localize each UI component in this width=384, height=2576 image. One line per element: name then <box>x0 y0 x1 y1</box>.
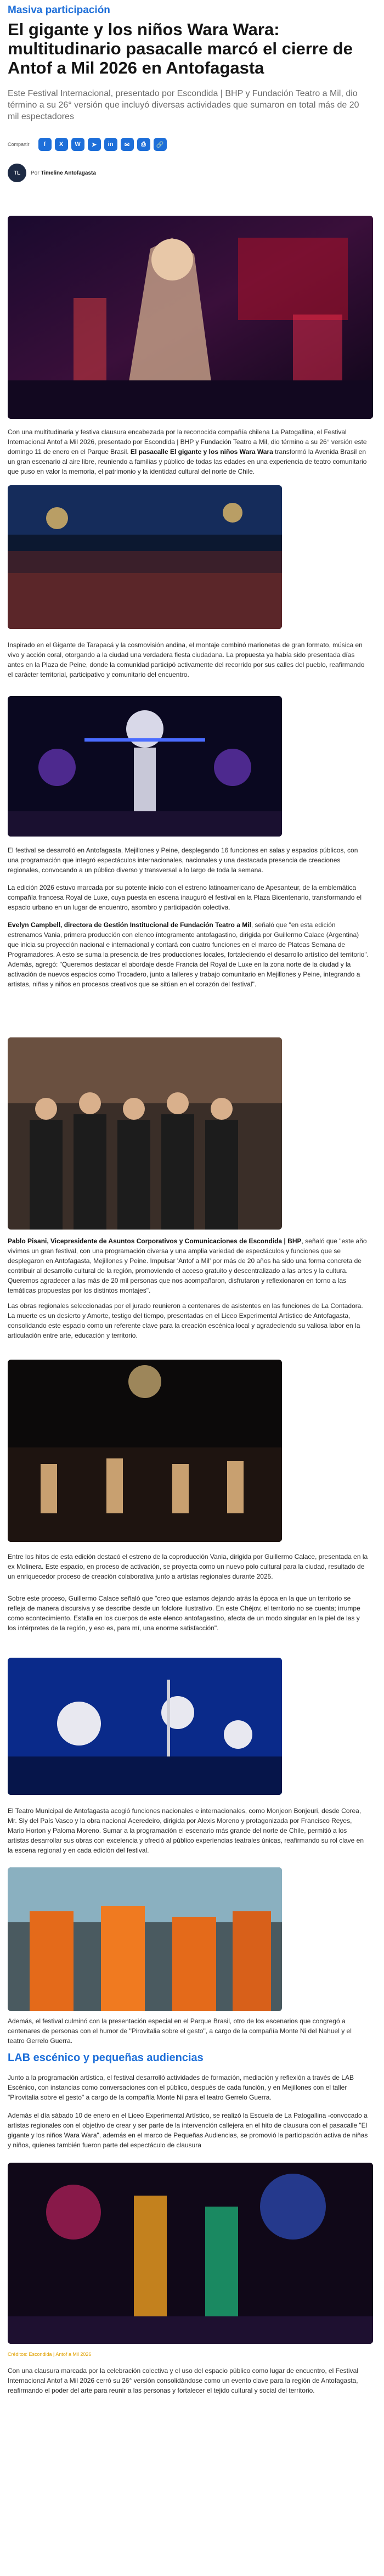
paragraph: Además el día sábado 10 de enero en el Liceo Experimental Artístico, se realizó la Escuela de La Patogallina -convocado a artistas regionales con el objetivo de crear y ser parte de la intervención callejera en el hito de clausura con el pasacalle "El gigante y los niños Wara Wara", además en el marco de Pequeñas Audiencias, se promovió la participación activa de niñas y niños, quienes también fueron parte del espectáculo de clausura <box>8 2112 368 2149</box>
paragraph: El festival se desarrolló en Antofagasta, Mejillones y Peine, desplegando 16 funciones en salas y espacios públicos, con una programación que integró espectáculos internacionales, nacionales y una destacada presencia de creaciones regionales, convocando a un público diverso y transversal a lo largo de toda la semana. <box>8 846 358 874</box>
author-byline <box>8 164 96 182</box>
paragraph: Inspirado en el Gigante de Tarapacá y la cosmovisión andina, el montaje combinó marionetas de gran formato, música en vivo y acción coral, otorgando a la ciudad una verdadera fiesta ciudadana. La propuesta ya había sido presentada días antes en la Plaza de Peine, donde la comunidad participó activamente del recorrido por sus calles del pueblo, reafirmando el carácter territorial, participativo y comunitario del encuentro. <box>8 641 365 678</box>
paragraph: Evelyn Campbell, directora de Gestión Institucional de Fundación Teatro a Mil, señaló que "en esta edición estrenamos Vania, primera producción con elenco íntegramente antofagastino, dirigida por Guillermo Calace (Argentina) que inicia su proyección nacional e internacional y contará con cuatro funciones en el marco de Plateas Semana de Programadores. A esto se suma la presencia de tres producciones locales, fortaleciendo el desarrollo artístico del territorio". Además, agregó: "Queremos destacar el abordaje desde Francia del Royal de Luxe en la zona norte de la ciudad y la activación de nuevos espacios como Trocadero, junto a talleres y trabajo comunitario en Mejillones y Peine, integrando a artistas, niñas y niños en procesos creativos que se sitúan en el corazón del festival". <box>8 921 369 988</box>
share-bar <box>8 137 167 151</box>
photo-group-portrait <box>8 1037 282 1230</box>
paragraph: Pablo Pisani, Vicepresidente de Asuntos Corporativos y Comunicaciones de Escondida | BHP, señaló que "este año vivimos un gran festival, con una programación diversa y una amplia variedad de espectáculos y funciones que se desplegaron en Antofagasta, Mejillones y Peine. Impulsar 'Antof a Mil' por más de 20 años ha sido una forma concreta de contribuir al desarrollo cultural de la región, promoviendo el acceso gratuito y descentralizado a las artes y la cultura. Queremos agradecer a las más de 20 mil personas que nos acompañaron, disfrutaron y reflexionaron en torno a las temáticas propuestas por los distintos montajes". <box>8 1237 367 1294</box>
paragraph: Las obras regionales seleccionadas por el jurado reunieron a centenares de asistentes en las funciones de La Contadora. La muerte es un desierto y Amorte, testigo del tiempo, presentadas en el Liceo Experimental Artístico de Antofagasta, consolidando este espacio como un referente clave para la creación escénica local y agradeciendo su valiosa labor en la articulación entre arte, educación y territorio. <box>8 1302 363 1339</box>
photo-credit: Créditos: Escondida | Antof a Mil 2026 <box>8 2351 92 2357</box>
photo-orange-costumes <box>8 1867 282 2011</box>
copy-link-icon[interactable]: 🔗 <box>154 138 167 151</box>
paragraph: Con una clausura marcada por la celebración colectiva y el uso del espacio público como lugar de encuentro, el Festival Internacional Antof a Mil 2026 cerró su 26° versión consolidándose como un evento clave para la región de Antofagasta, reafirmando el poder del arte para reunir a las personas y fortalecer el tejido cultural y social del territorio. <box>8 2367 359 2394</box>
print-icon[interactable]: ⎙ <box>137 138 150 151</box>
linkedin-icon[interactable]: in <box>104 138 117 151</box>
paragraph: Junto a la programación artística, el festival desarrolló actividades de formación, mediación y reflexión a través de LAB Escénico, con instancias como conversaciones con el público, después de cada función, y en Mejillones con el taller "Pirovitalia sobre el gesto" a cargo de la compañía Monte Ni para el teatro Gerrelo Guerra. <box>8 2074 354 2101</box>
telegram-icon[interactable]: ➤ <box>88 138 101 151</box>
paragraph: El Teatro Municipal de Antofagasta acogió funciones nacionales e internacionales, como Monjeon Bonjeuri, desde Corea, Mr. Sly del País Vasco y la obra nacional Aceredeiro, dirigida por Alexis Moreno y protagonizada por Francisco Reyes, Mario Horton y Paloma Moreno. Sumar a la programación el escenario más grande del norte de Chile, permitió a los artistas desarrollar sus obras con excelencia y ofreció al público experiencias teatrales únicas, reafirmando su rol clave en la escena regional y en cada edición del festival. <box>8 1807 364 1854</box>
author-prefix: Por <box>31 170 39 176</box>
page-title: El gigante y los niños Wara Wara: multitudinario pasacalle marcó el cierre de Antof a Mil 2026 en Antofagasta <box>8 20 353 77</box>
section-heading: LAB escénico y pequeñas audiencias <box>8 2052 204 2064</box>
paragraph: Con una multitudinaria y festiva clausura encabezada por la reconocida compañía chilena La Patogallina, el Festival Internacional Antof a Mil 2026, presentado por Escondida | BHP y Fundación Teatro a Mil, dio término a su 26° versión este domingo 11 de enero en el Parque Brasil. El pasacalle El gigante y los niños Wara Wara transformó la Avenida Brasil en un gran escenario al aire libre, reuniendo a familias y público de todas las edades en una experiencia de teatro comunitario que puso en valor la memoria, el patrimonio y la identidad cultural del norte de Chile. <box>8 428 367 475</box>
photo-skeleton-puppet <box>8 696 282 837</box>
photo-giant-puppet-night <box>8 216 373 419</box>
photo-night-parade <box>8 2163 373 2344</box>
article-subtitle: Este Festival Internacional, presentado por Escondida | BHP y Fundación Teatro a Mil, dio término a su 26° versión que incluyó diversas actividades que sumaron en total más de 20 mil espectadores <box>8 89 359 121</box>
photo-blue-stage <box>8 1658 282 1795</box>
section-tag: Masiva participación <box>8 4 110 16</box>
whatsapp-icon[interactable]: W <box>71 138 84 151</box>
photo-stage-performance <box>8 1360 282 1542</box>
photo-crowd-night <box>8 485 282 629</box>
paragraph: Entre los hitos de esta edición destacó el estreno de la coproducción Vania, dirigida por Guillermo Calace, presentada en la ex Molinera. Este espacio, en proceso de activación, se proyecta como un nuevo polo cultural para la ciudad, resultado de un enriquecedor proceso de creación colaborativa junto a artistas regionales durante 2025. <box>8 1553 368 1580</box>
avatar: TL <box>8 164 26 182</box>
share-label: Compartir <box>8 142 30 147</box>
facebook-icon[interactable]: f <box>38 138 52 151</box>
x-icon[interactable]: X <box>55 138 68 151</box>
author-name[interactable]: Timeline Antofagasta <box>41 170 96 176</box>
paragraph: Además, el festival culminó con la presentación especial en el Parque Brasil, otro de los escenarios que congregó a centenares de personas con el humor de "Pirovitalia sobre el gesto", a cargo de la compañía Monte Ni del Nahuel y el teatro Gerrelo Guerra. <box>8 2017 352 2045</box>
paragraph: Sobre este proceso, Guillermo Calace señaló que "creo que estamos dejando atrás la época en la que un territorio se refleja de manera discursiva y se describe desde un folclore ilustrativo. En este Chéjov, el territorio no se cuenta; irrumpe como acontecimiento. Estalla en los cuerpos de este elenco antofagastino, afecta de un modo singular en la piel de las y los intérpretes de la región, y eso es, para mí, una enorme satisfacción". <box>8 1595 360 1632</box>
paragraph: La edición 2026 estuvo marcada por su potente inicio con el estreno latinoamericano de Apesanteur, de la emblemática compañía francesa Royal de Luxe, cuya puesta en escena inauguró el festival en la Plaza Bicentenario, transformando el espacio urbano en un lugar de encuentro, asombro y participación colectiva. <box>8 884 362 911</box>
email-icon[interactable]: ✉ <box>121 138 134 151</box>
author-text <box>31 170 96 176</box>
